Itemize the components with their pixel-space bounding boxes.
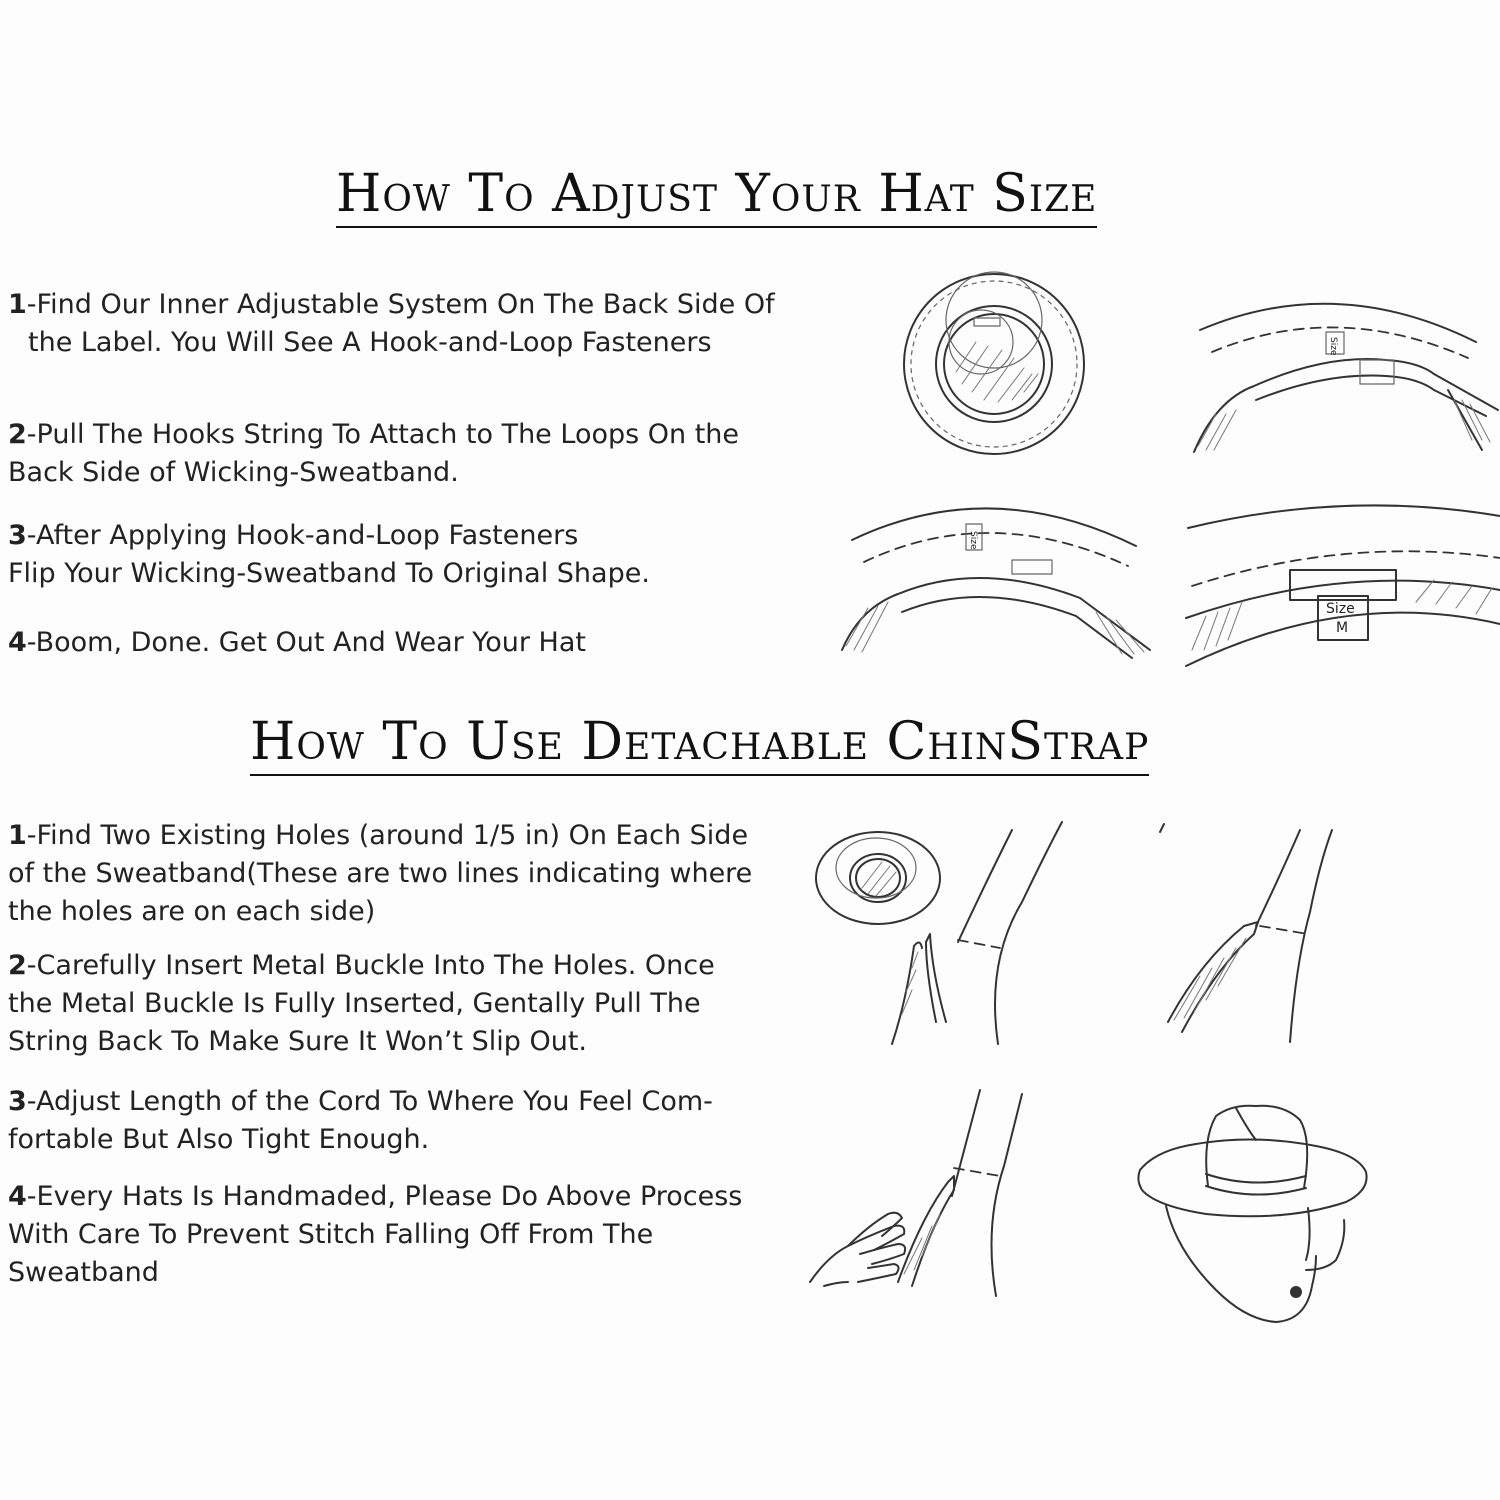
step-text: fortable But Also Tight Enough. [8, 1124, 430, 1155]
step-number: 2 [8, 419, 27, 450]
step-text: -Pull The Hooks String To Attach to The Loops On the [26, 419, 740, 450]
step-number: 1 [8, 289, 27, 320]
step-text: the Metal Buckle Is Fully Inserted, Gentally Pull The [8, 988, 701, 1019]
step-text: -Every Hats Is Handmaded, Please Do Above Process [26, 1181, 743, 1212]
hat-top-view-illustration [896, 262, 1096, 472]
adjust-size-title: How To Adjust Your Hat Size [336, 168, 1097, 228]
chinstrap-step-4 [8, 1178, 742, 1292]
insert-buckle-illustration [1160, 822, 1350, 1052]
step-text: -After Applying Hook-and-Loop Fasteners [26, 520, 579, 551]
sweatband-flipped-illustration [840, 490, 1150, 660]
step-number: 4 [8, 627, 27, 658]
step-text: -Carefully Insert Metal Buckle Into The Holes. Once [26, 950, 715, 981]
find-holes-illustration [826, 822, 1066, 1052]
step-text: -Find Two Existing Holes (around 1/5 in) On Each Side [26, 820, 749, 851]
size-tag-text: Size [968, 531, 978, 550]
hat-with-chinstrap-illustration [1136, 1100, 1372, 1326]
step-number: 2 [8, 950, 27, 981]
step-text: Sweatband [8, 1257, 159, 1288]
chinstrap-step-1 [8, 817, 752, 931]
step-text: of the Sweatband(These are two lines indicating where [8, 858, 753, 889]
size-tag-value: M [1336, 620, 1349, 636]
step-number: 1 [8, 820, 27, 851]
pull-cord-illustration [808, 1086, 1048, 1296]
step-text: -Adjust Length of the Cord To Where You Feel Com- [26, 1086, 713, 1117]
step-text: the Label. You Will See A Hook-and-Loop Fasteners [28, 327, 712, 358]
size-tag-text: Size [1328, 337, 1338, 356]
step-text: Back Side of Wicking-Sweatband. [8, 457, 459, 488]
adjust-step-1 [8, 286, 775, 362]
step-text: -Find Our Inner Adjustable System On The Back Side Of [26, 289, 775, 320]
chinstrap-step-3 [8, 1083, 713, 1159]
step-number: 3 [8, 520, 27, 551]
sweatband-label-pull-illustration [1186, 290, 1498, 460]
adjust-step-4 [8, 624, 586, 662]
adjust-step-2 [8, 416, 739, 492]
chinstrap-step-2 [8, 947, 715, 1061]
step-text: -Boom, Done. Get Out And Wear Your Hat [26, 627, 586, 658]
step-number: 4 [8, 1181, 27, 1212]
adjust-step-3 [8, 517, 650, 593]
step-text: String Back To Make Sure It Won’t Slip Out. [8, 1026, 587, 1057]
step-number: 3 [8, 1086, 27, 1117]
size-label-inside-illustration [1186, 490, 1500, 668]
step-text: With Care To Prevent Stitch Falling Off From The [8, 1219, 654, 1250]
chinstrap-title: How To Use Detachable ChinStrap [250, 716, 1149, 776]
size-tag-label: Size [1326, 601, 1355, 617]
step-text: the holes are on each side) [8, 896, 376, 927]
step-text: Flip Your Wicking-Sweatband To Original Shape. [8, 558, 650, 589]
